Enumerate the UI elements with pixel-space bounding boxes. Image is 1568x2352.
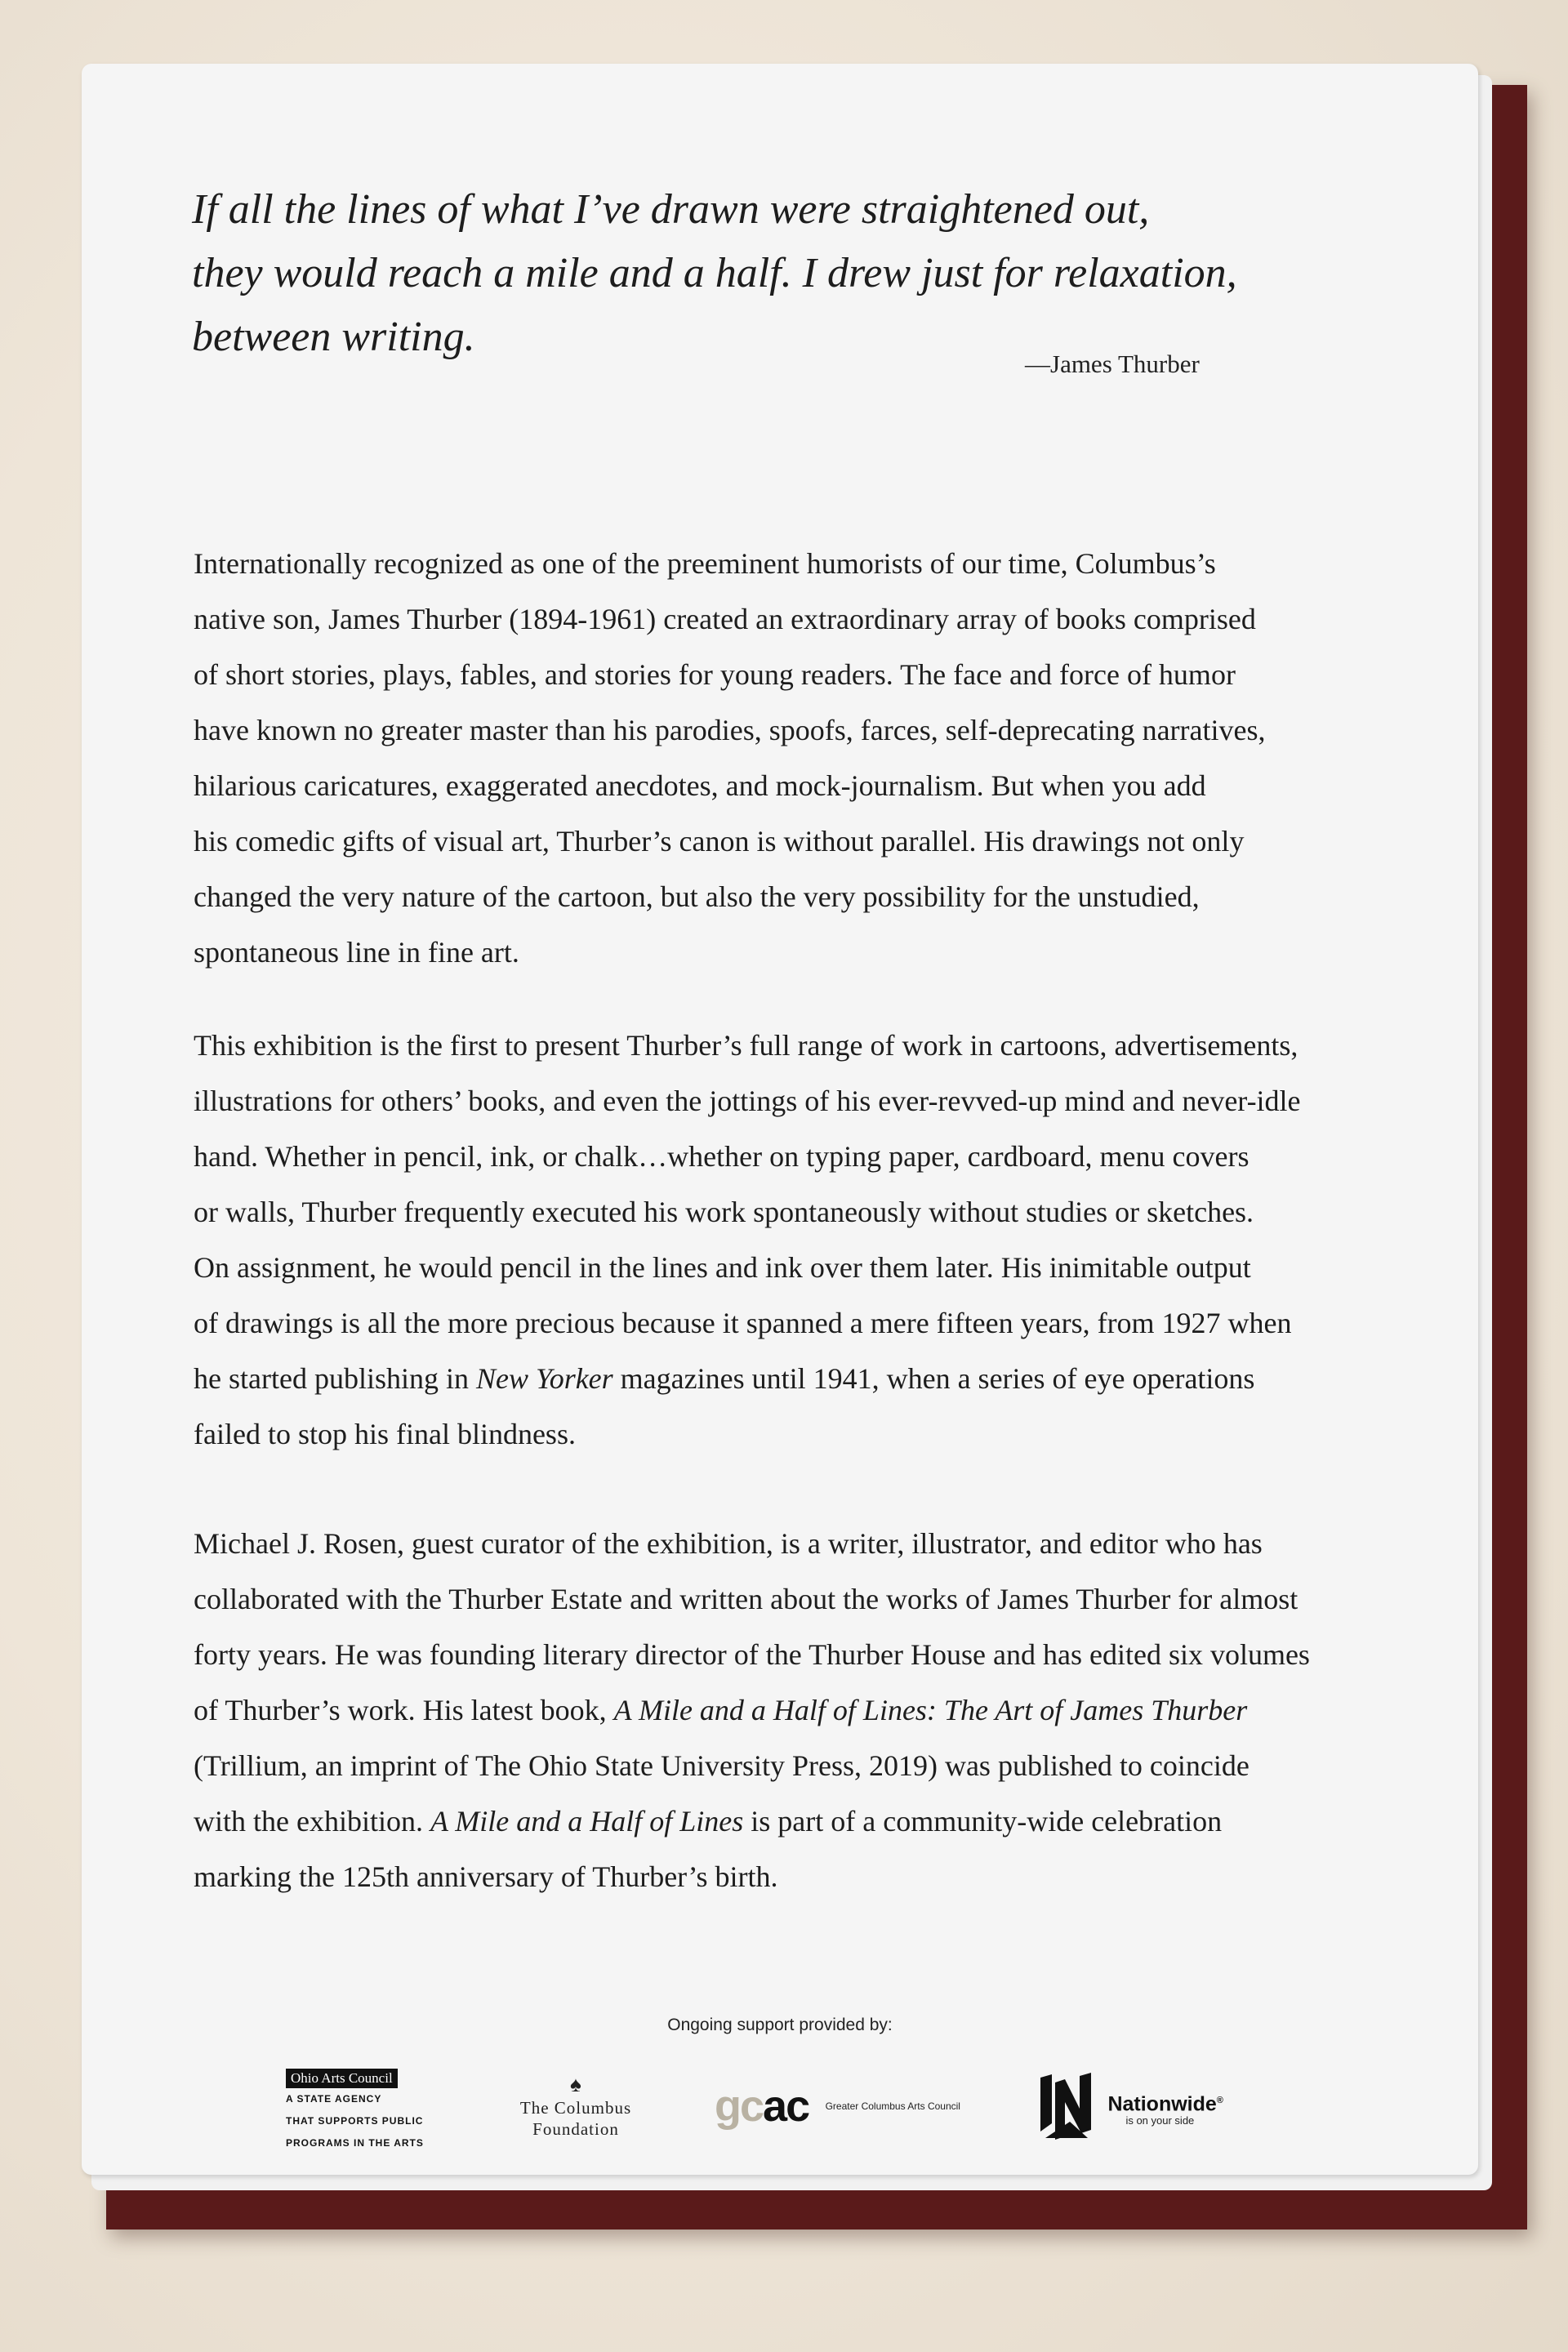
text-line: changed the very nature of the cartoon, but also the very possibility for the unstudied, xyxy=(194,880,1200,913)
text-line xyxy=(194,1793,1468,1849)
ohio-arts-council-logo xyxy=(286,2069,425,2154)
text-line: of drawings is all the more precious because it spanned a mere fifteen years, from 1927 when xyxy=(194,1307,1292,1339)
gcac-name: Greater Columbus Arts Council xyxy=(825,2100,960,2112)
text-line: illustrations for others’ books, and even the jottings of his ever-revved-up mind and never-idle xyxy=(194,1085,1301,1117)
text-line: of short stories, plays, fables, and stories for young readers. The face and force of humor xyxy=(194,658,1236,691)
text-line: Internationally recognized as one of the preeminent humorists of our time, Columbus’s xyxy=(194,547,1216,580)
gcac-mark: gcac xyxy=(715,2082,809,2131)
text-line: (Trillium, an imprint of The Ohio State University Press, 2019) was published to coincide xyxy=(194,1749,1250,1782)
text-line: hand. Whether in pencil, ink, or chalk…whether on typing paper, cardboard, menu covers xyxy=(194,1140,1250,1173)
text-line xyxy=(194,1682,1468,1738)
text-line: failed to stop his final blindness. xyxy=(194,1418,576,1450)
nationwide-tagline: is on your side xyxy=(1125,2114,1195,2127)
text-line: This exhibition is the first to present Thurber’s full range of work in cartoons, advertisements, xyxy=(194,1029,1298,1062)
text-line: On assignment, he would pencil in the lines and ink over them later. His inimitable output xyxy=(194,1251,1251,1284)
quote-line: they would reach a mile and a half. I drew just for relaxation, xyxy=(192,250,1237,296)
paragraph-exhibition xyxy=(194,1018,1468,1462)
quote-line: If all the lines of what I’ve drawn were straightened out, xyxy=(192,186,1150,233)
cf-line: The Columbus xyxy=(519,2098,632,2118)
title-new-yorker: New Yorker xyxy=(475,1362,613,1395)
book-title: A Mile and a Half of Lines: The Art of James Thurber xyxy=(613,1694,1248,1726)
acorn-icon: ♠ xyxy=(570,2073,581,2096)
text-line: native son, James Thurber (1894-1961) created an extraordinary array of books comprised xyxy=(194,603,1256,635)
paragraph-curator xyxy=(194,1516,1468,1904)
text-line: or walls, Thurber frequently executed his work spontaneously without studies or sketches. xyxy=(194,1196,1254,1228)
cf-line: Foundation xyxy=(532,2119,619,2139)
text-line xyxy=(194,1351,1468,1406)
text-run: of Thurber’s work. His latest book, xyxy=(194,1694,614,1726)
oac-tagline xyxy=(286,2088,425,2154)
quote-attribution: —James Thurber xyxy=(1025,350,1200,378)
paragraph-intro xyxy=(194,536,1468,980)
nationwide-eagle-icon xyxy=(1037,2073,1096,2144)
text-line: his comedic gifts of visual art, Thurber’s canon is without parallel. His drawings not only xyxy=(194,825,1245,858)
text-run: he started publishing in xyxy=(194,1362,476,1395)
oac-name: Ohio Arts Council xyxy=(286,2069,398,2088)
text-line: Michael J. Rosen, guest curator of the exhibition, is a writer, illustrator, and editor who has xyxy=(194,1527,1263,1560)
text-line: marking the 125th anniversary of Thurber’s birth. xyxy=(194,1860,778,1893)
columbus-foundation-logo xyxy=(498,2073,653,2140)
quote xyxy=(192,178,1417,369)
text-run: with the exhibition. xyxy=(194,1805,430,1838)
gcac-logo xyxy=(715,2081,992,2132)
text-line: spontaneous line in fine art. xyxy=(194,936,519,969)
nationwide-logo xyxy=(1037,2073,1258,2144)
text-run: is part of a community-wide celebration xyxy=(743,1805,1223,1838)
exhibition-title: A Mile and a Half of Lines xyxy=(430,1805,744,1838)
exhibition-panel xyxy=(82,64,1478,2175)
text-line: hilarious caricatures, exaggerated anecdotes, and mock-journalism. But when you add xyxy=(194,769,1206,802)
text-line: have known no greater master than his parodies, spoofs, farces, self-deprecating narratives, xyxy=(194,714,1266,746)
quote-line: between writing. xyxy=(192,314,475,360)
text-line: collaborated with the Thurber Estate and written about the works of James Thurber for almost xyxy=(194,1583,1298,1615)
text-line: forty years. He was founding literary director of the Thurber House and has edited six volumes xyxy=(194,1638,1310,1671)
support-label: Ongoing support provided by: xyxy=(667,2016,893,2034)
oac-tagline-line: PROGRAMS IN THE ARTS xyxy=(286,2137,424,2149)
oac-tagline-line: A STATE AGENCY xyxy=(286,2093,382,2105)
oac-tagline-line: THAT SUPPORTS PUBLIC xyxy=(286,2115,424,2127)
nationwide-wordmark: Nationwide® is on your side xyxy=(1107,2092,1223,2127)
text-run: magazines until 1941, when a series of eye operations xyxy=(612,1362,1255,1395)
